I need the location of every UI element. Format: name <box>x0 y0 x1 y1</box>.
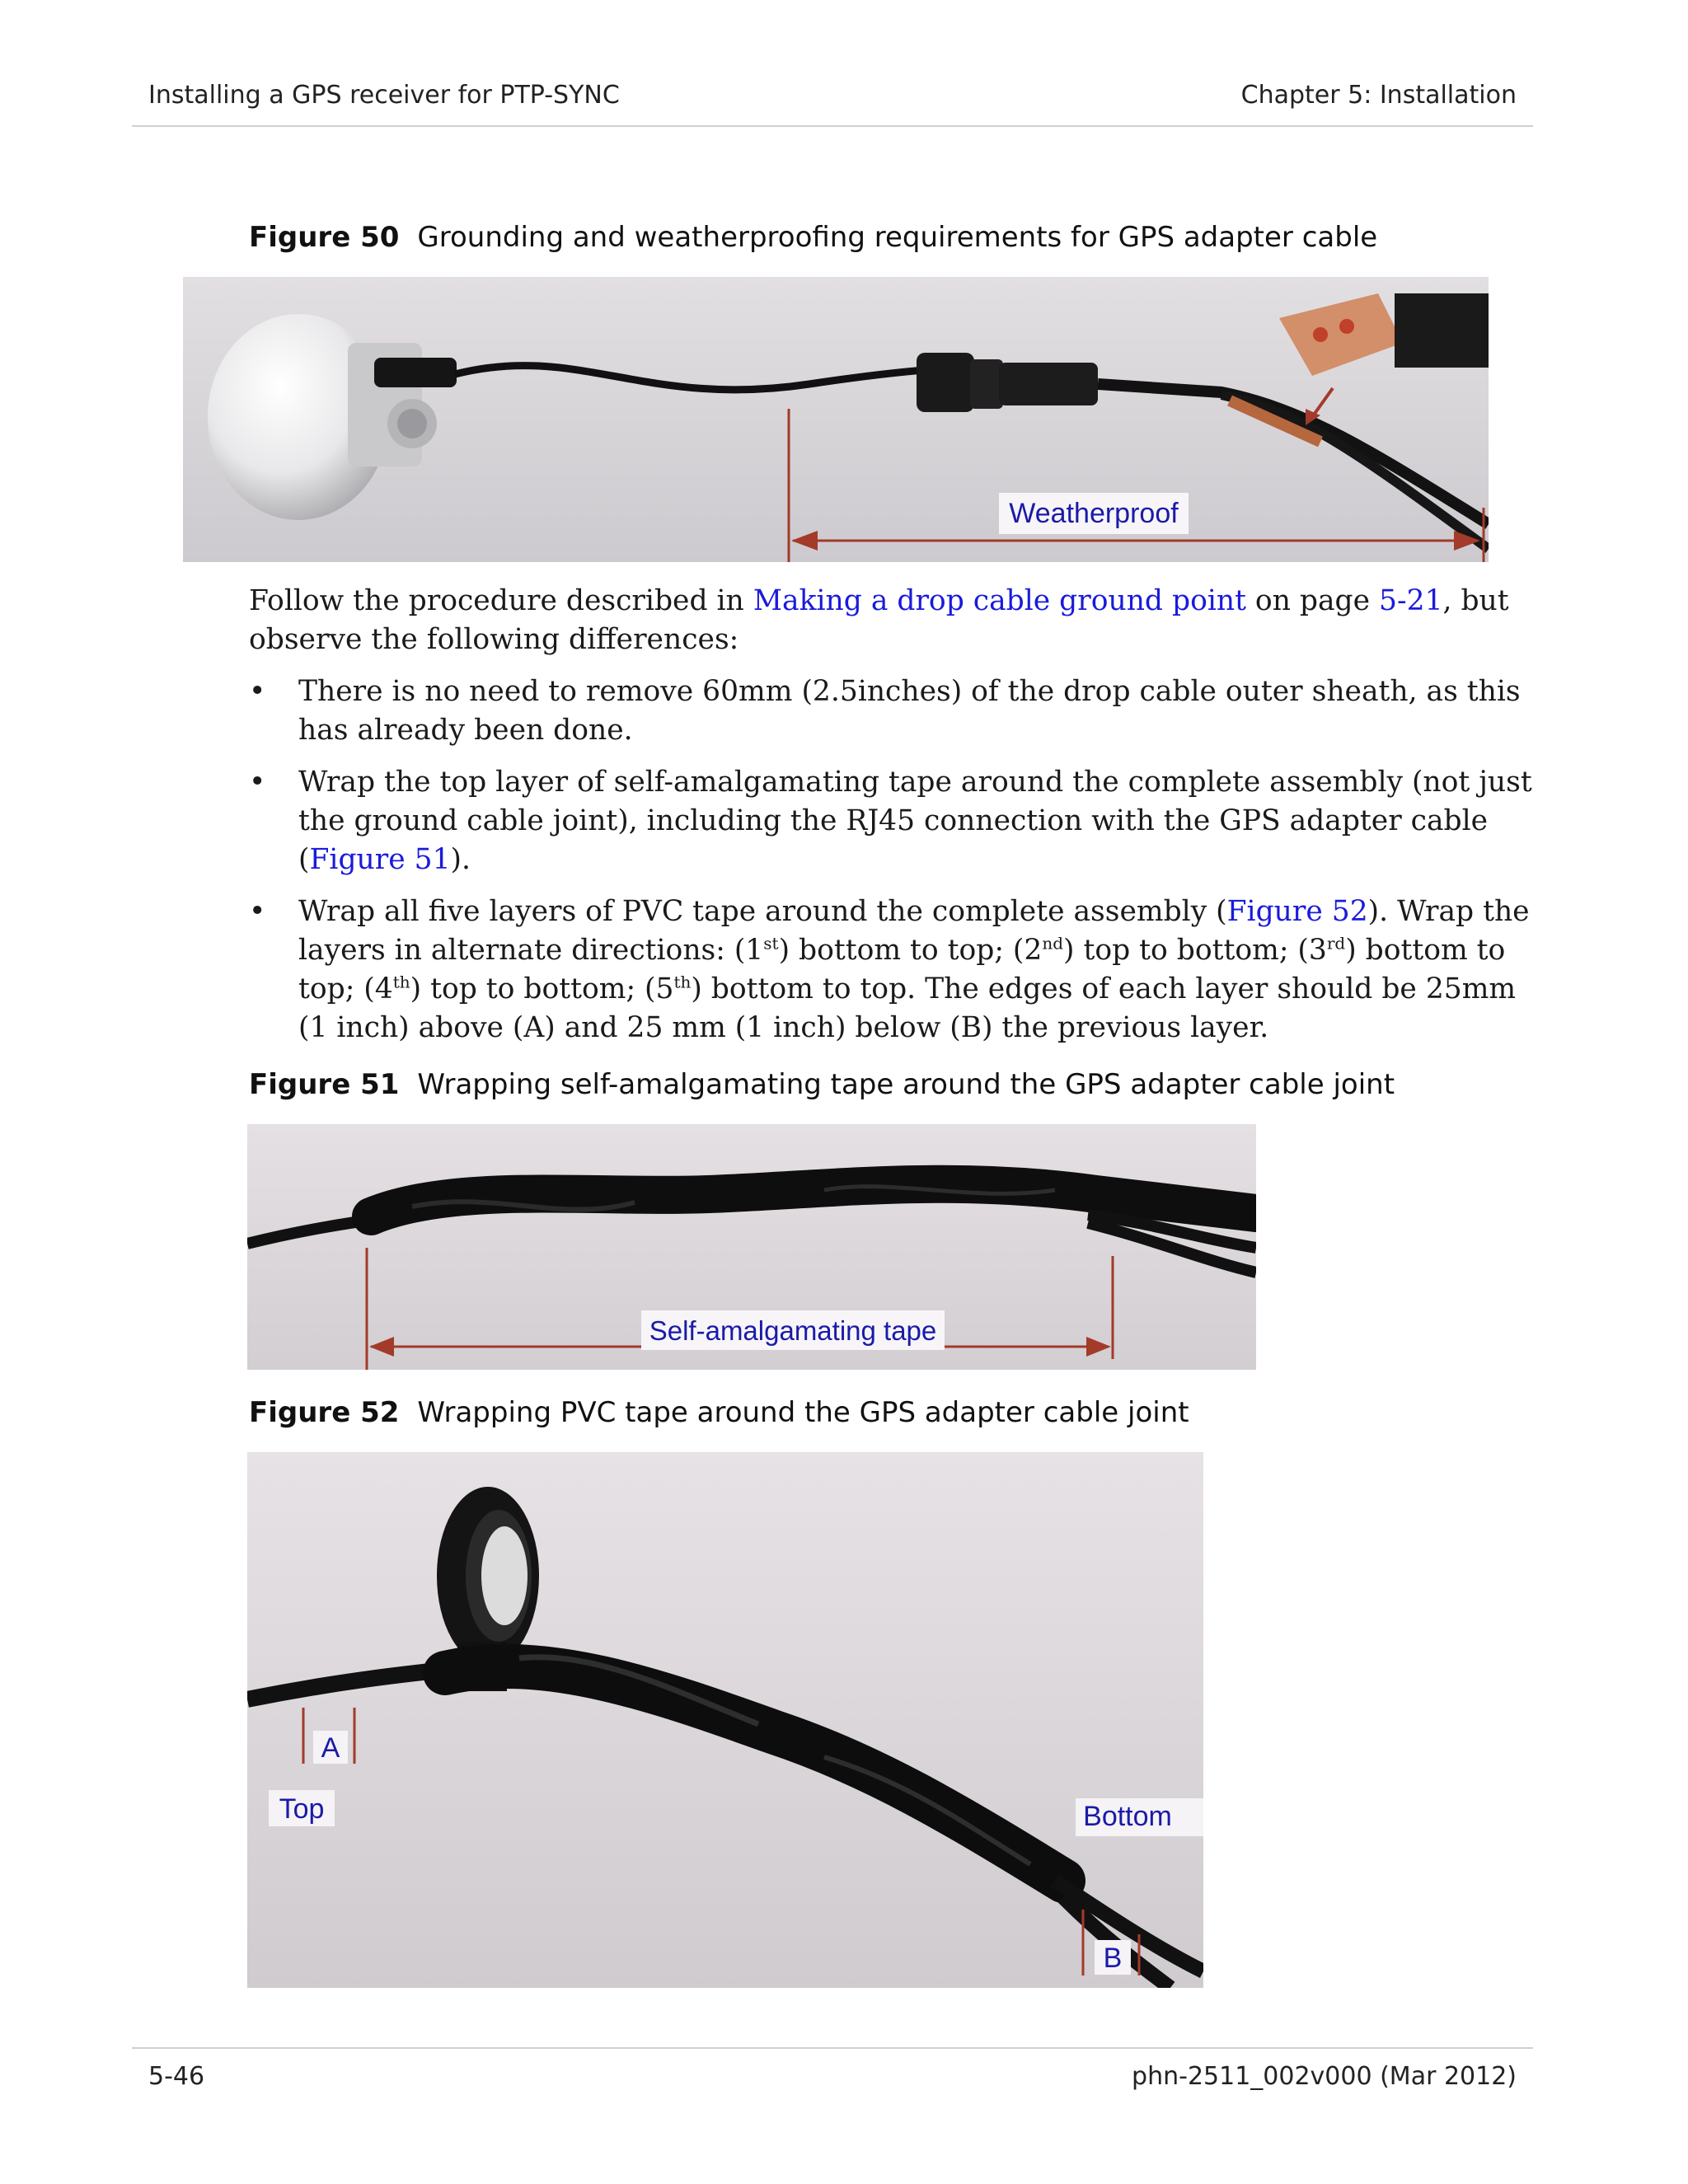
list-item <box>249 763 1535 879</box>
bullet-3-part: ) top to bottom; (3 <box>1063 934 1327 967</box>
header-divider <box>132 125 1533 127</box>
footer-divider <box>132 2047 1533 2049</box>
bullet-dot: • <box>249 675 266 708</box>
intro-text-3: , but observe the following differences: <box>249 584 1509 656</box>
bullet-1-text: There is no need to remove 60mm (2.5inches) of the drop cable outer sheath, as this has already been done. <box>298 675 1521 747</box>
figure-51-title: Wrapping self-amalgamating tape around the GPS adapter cable joint <box>417 1068 1395 1101</box>
bullet-3-part: ) bottom to top; (4 <box>298 934 1506 1005</box>
figure-52-number: Figure 52 <box>249 1396 400 1429</box>
figure-51-photo <box>247 1124 1256 1370</box>
figure-50-number: Figure 50 <box>249 221 400 254</box>
figure-51-caption <box>249 1068 1395 1101</box>
link-drop-cable-ground-point[interactable]: Making a drop cable ground point <box>753 584 1246 617</box>
figure-50-caption <box>249 221 1377 254</box>
weatherproof-label: Weatherproof <box>1009 498 1179 529</box>
page-footer <box>148 2062 1517 2091</box>
list-item <box>249 893 1535 1047</box>
page-header <box>148 81 1517 110</box>
link-figure-52[interactable]: Figure 52 <box>1226 895 1368 928</box>
intro-text-2: on page <box>1245 584 1380 617</box>
ordinal-suffix: rd <box>1326 933 1346 954</box>
marker-b-label: B <box>1103 1943 1123 1974</box>
bullet-dot: • <box>249 895 266 928</box>
ordinal-suffix: th <box>673 972 692 992</box>
link-figure-51[interactable]: Figure 51 <box>309 843 451 876</box>
figure-52-photo <box>247 1452 1203 1988</box>
figure-52-title: Wrapping PVC tape around the GPS adapter cable joint <box>417 1396 1189 1429</box>
header-section-title: Installing a GPS receiver for PTP-SYNC <box>148 81 620 110</box>
marker-a-label: A <box>321 1732 340 1764</box>
link-page-5-21[interactable]: 5-21 <box>1379 584 1443 617</box>
figure-52-caption <box>249 1396 1189 1429</box>
list-item <box>249 673 1535 750</box>
bullet-dot: • <box>249 766 266 799</box>
ordinal-suffix: st <box>763 933 779 954</box>
header-chapter: Chapter 5: Installation <box>1240 81 1517 110</box>
bullet-3-part: ). Wrap the layers in alternate directions: (1 <box>298 895 1530 967</box>
ordinal-suffix: th <box>392 972 410 992</box>
figure-50-title: Grounding and weatherproofing requirements for GPS adapter cable <box>417 221 1378 254</box>
figure-51-number: Figure 51 <box>249 1068 400 1101</box>
bullet-3-part: ) bottom to top. The edges of each layer should be 25mm (1 inch) above (A) and 25 mm (1 inch) below (B) the previous layer. <box>298 972 1517 1044</box>
bullet-3-part: ) bottom to top; (2 <box>778 934 1043 967</box>
page-number: 5-46 <box>148 2062 205 2091</box>
top-label: Top <box>279 1793 325 1825</box>
bullet-2-end: ). <box>450 843 471 876</box>
bullet-3-part: ) top to bottom; (5 <box>410 972 674 1005</box>
bottom-label: Bottom <box>1083 1801 1172 1832</box>
intro-text-1: Follow the procedure described in <box>249 584 753 617</box>
figure-50-photo <box>183 277 1489 562</box>
differences-list <box>249 673 1535 1061</box>
intro-paragraph <box>249 582 1535 659</box>
ordinal-suffix: nd <box>1042 933 1064 954</box>
bullet-3-text: Wrap all five layers of PVC tape around the complete assembly ( <box>298 895 1227 928</box>
self-amalgamating-tape-label: Self-amalgamating tape <box>649 1315 937 1346</box>
bullet-2-text: Wrap the top layer of self-amalgamating tape around the complete assembly (not just the ground cable joint), including the RJ45 connection with the GPS adapter cable ( <box>298 766 1532 876</box>
document-id: phn-2511_002v000 (Mar 2012) <box>1132 2062 1517 2091</box>
